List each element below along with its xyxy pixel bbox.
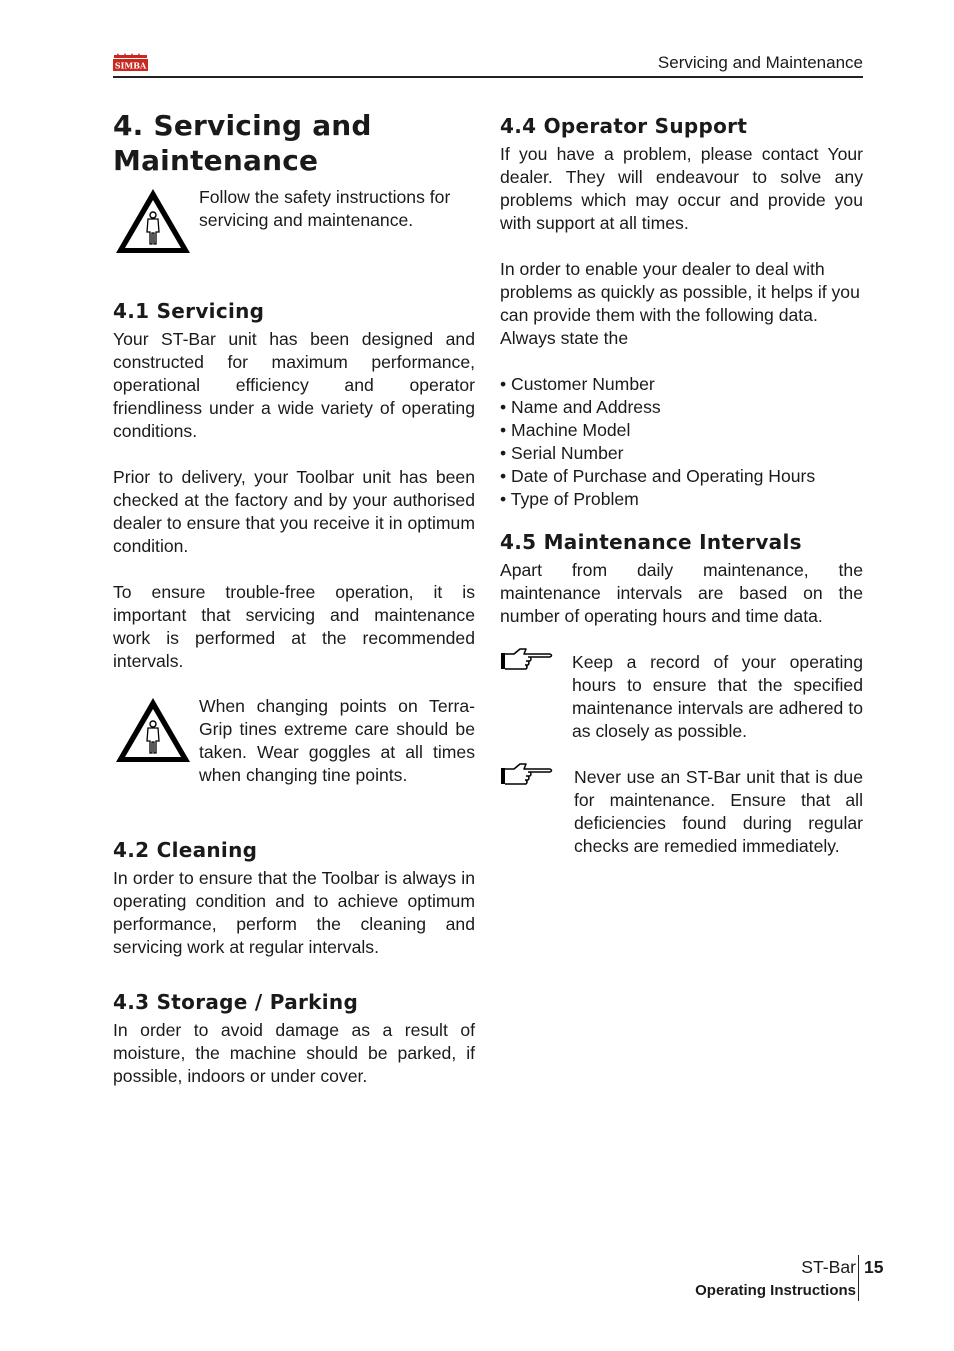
header-rule <box>113 76 863 78</box>
record-hours-text: Keep a record of your operating hours to ensure that the specified maintenance intervals are adhered to as closely as possible. <box>572 652 863 741</box>
safety-note <box>113 186 475 256</box>
right-column <box>500 113 863 858</box>
footer-rule <box>858 1255 859 1301</box>
support-paragraph-2: In order to enable your dealer to deal with problems as quickly as possible, it helps if you can provide them with the following data. Always state the <box>500 259 860 348</box>
list-item: • Customer Number <box>500 374 655 394</box>
heading-maintenance-intervals: 4.5 Maintenance Intervals <box>500 530 802 554</box>
servicing-paragraph-3: To ensure trouble-free operation, it is important that servicing and maintenance work is performed at the recommended intervals. <box>113 582 475 671</box>
pointing-hand-icon <box>500 645 554 675</box>
storage-paragraph: In order to avoid damage as a result of moisture, the machine should be parked, if possible, indoors or under cover. <box>113 1020 475 1086</box>
heading-storage: 4.3 Storage / Parking <box>113 990 359 1014</box>
due-maintenance-text: Never use an ST-Bar unit that is due for maintenance. Ensure that all deficiencies found during regular checks are remedied immediately. <box>574 767 863 856</box>
support-data-list <box>500 373 863 511</box>
warning-triangle-person-icon <box>113 186 193 256</box>
section-title: 4. Servicing and Maintenance <box>113 109 372 177</box>
servicing-paragraph-1: Your ST-Bar unit has been designed and constructed for maximum performance, operational efficiency and operator friendliness under a wide variety of operating conditions. <box>113 329 475 441</box>
list-item: • Date of Purchase and Operating Hours <box>500 466 816 486</box>
list-item: • Serial Number <box>500 443 624 463</box>
tine-warning-text: When changing points on Terra-Grip tines extreme care should be taken. Wear goggles at all times when changing tine points. <box>199 696 475 785</box>
footer-product: ST-Bar <box>801 1257 856 1277</box>
heading-servicing: 4.1 Servicing <box>113 299 265 323</box>
intervals-paragraph: Apart from daily maintenance, the maintenance intervals are based on the number of operating hours and time data. <box>500 560 863 626</box>
due-maintenance-note <box>500 766 863 858</box>
page-number: 15 <box>864 1257 884 1277</box>
servicing-paragraph-2: Prior to delivery, your Toolbar unit has been checked at the factory and by your authorised dealer to ensure that you receive it in optimum condition. <box>113 467 475 556</box>
list-item: • Name and Address <box>500 397 661 417</box>
heading-operator-support: 4.4 Operator Support <box>500 114 748 138</box>
pointing-hand-icon <box>500 760 554 790</box>
support-paragraph-1: If you have a problem, please contact Your dealer. They will endeavour to solve any problems which may occur and provide you with support at all times. <box>500 144 863 233</box>
simba-logo <box>113 53 148 73</box>
record-hours-note <box>500 651 863 743</box>
list-item: • Machine Model <box>500 420 631 440</box>
footer-subtitle: Operating Instructions <box>695 1282 856 1299</box>
safety-note-text: Follow the safety instructions for servicing and maintenance. <box>199 187 451 230</box>
svg-text:SIMBA: SIMBA <box>114 60 147 71</box>
list-item: • Type of Problem <box>500 489 639 509</box>
cleaning-paragraph: In order to ensure that the Toolbar is always in operating condition and to achieve optimum performance, perform the cleaning and servicing work at regular intervals. <box>113 868 475 957</box>
tine-warning <box>113 695 475 787</box>
heading-cleaning: 4.2 Cleaning <box>113 838 258 862</box>
left-column <box>113 108 475 1088</box>
running-title: Servicing and Maintenance <box>657 53 863 72</box>
warning-triangle-person-icon <box>113 695 193 765</box>
